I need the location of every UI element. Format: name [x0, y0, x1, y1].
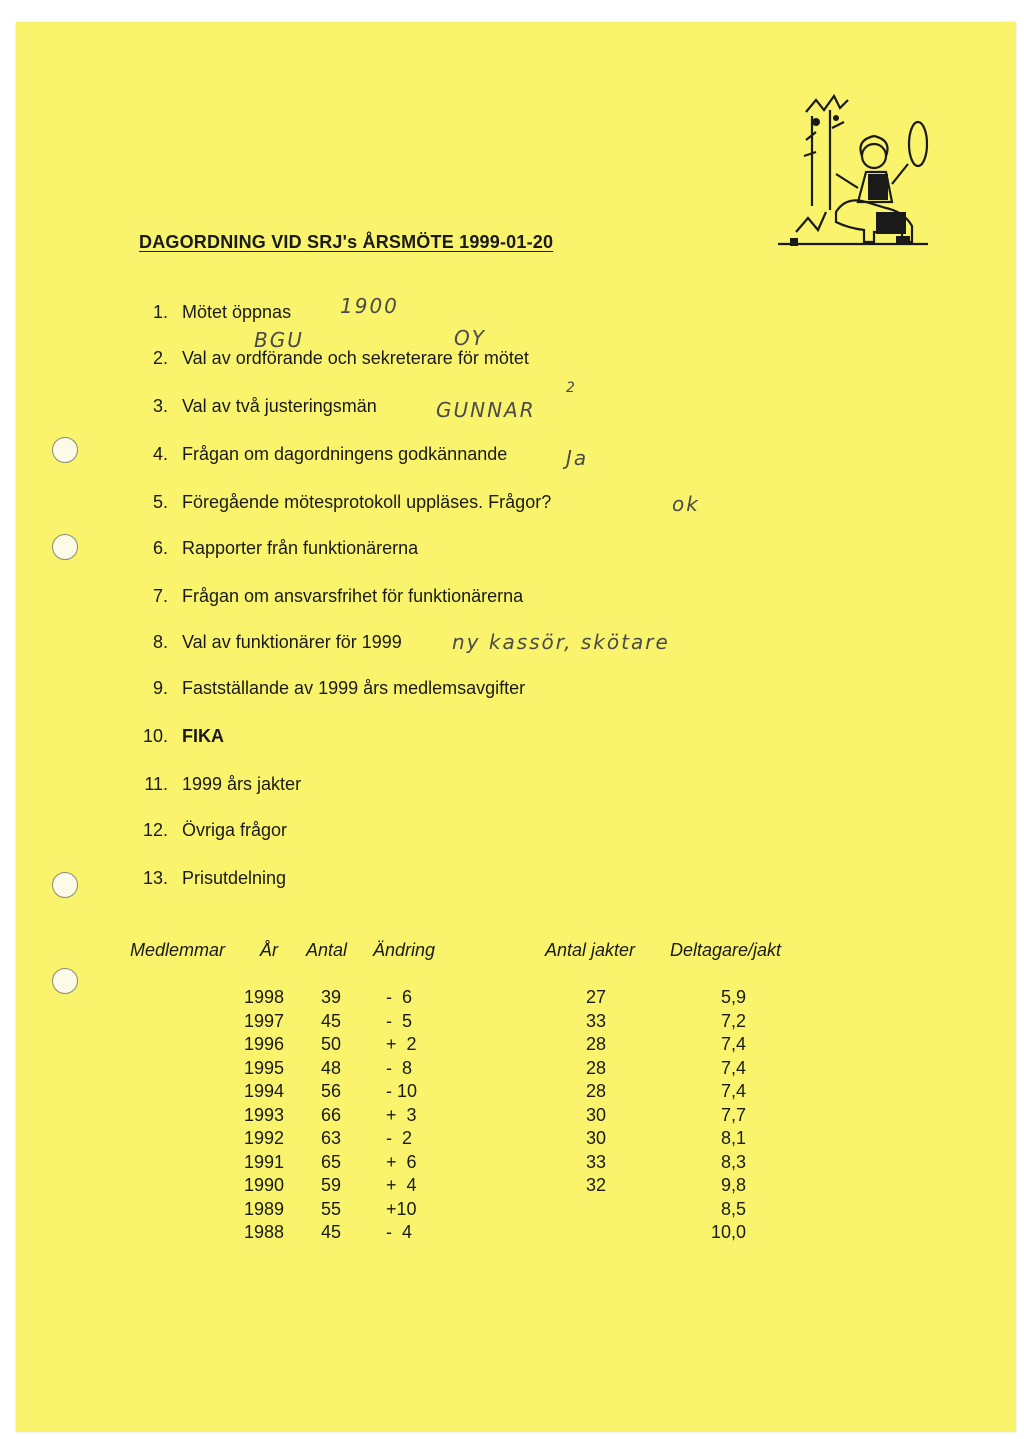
agenda-item: [124, 586, 523, 610]
cell-antal: 50: [321, 1034, 342, 1054]
page-title: DAGORDNING VID SRJ's ÅRSMÖTE 1999-01-20: [139, 232, 554, 252]
cell-antal-jakter: 33: [585, 1010, 607, 1031]
table-row: [16, 1034, 1016, 1057]
agenda-item-number: 4.: [152, 444, 168, 464]
agenda-item-text: Prisutdelning: [182, 868, 287, 888]
cell-andring: +10: [386, 1198, 417, 1219]
cell-andring: + 4: [386, 1175, 417, 1195]
table-row: [16, 1058, 1016, 1081]
cell-antal: 56: [321, 1081, 342, 1101]
agenda-item-text: Frågan om ansvarsfrihet för funktionärerna: [182, 586, 524, 606]
handwritten-note: 2: [566, 380, 577, 396]
column-header-medlemmar: Medlemmar: [130, 940, 226, 960]
cell-year: 1994: [244, 1081, 285, 1101]
cell-antal-jakter: 30: [585, 1104, 607, 1125]
cell-andring: - 10: [386, 1081, 418, 1101]
cell-deltagare: 7,4: [720, 1034, 746, 1054]
cell-deltagare: 9,8: [720, 1175, 746, 1195]
cell-year: 1995: [244, 1057, 285, 1078]
handwritten-note: Ja: [566, 446, 589, 470]
table-row: [16, 1152, 1016, 1175]
cell-antal: 39: [321, 987, 342, 1007]
handwritten-note: ny kassör, skötare: [452, 630, 670, 654]
column-header-andring: Ändring: [373, 940, 436, 960]
column-header-antal-jakter: Antal jakter: [545, 940, 636, 960]
table-row: [16, 1081, 1016, 1104]
document-sheet: [16, 22, 1016, 1432]
agenda-item-number: 13.: [142, 868, 168, 888]
column-header-deltagare: Deltagare/jakt: [670, 940, 782, 960]
punch-hole: [52, 437, 78, 463]
cell-deltagare: 7,2: [720, 1010, 746, 1031]
agenda-item: [124, 820, 287, 844]
cell-andring: - 8: [386, 1057, 413, 1078]
punch-hole: [52, 534, 78, 560]
cell-antal: 45: [321, 1010, 342, 1031]
agenda-item-text: Val av funktionärer för 1999: [182, 632, 402, 652]
agenda-item: [124, 302, 291, 326]
cell-antal: 48: [321, 1057, 342, 1078]
agenda-item: [124, 492, 551, 516]
handwritten-note: GUNNAR: [436, 398, 536, 422]
agenda-item-text: Rapporter från funktionärerna: [182, 538, 419, 558]
cell-year: 1988: [244, 1222, 285, 1242]
cell-antal-jakter: 28: [585, 1057, 607, 1078]
cell-deltagare: 7,4: [720, 1081, 746, 1101]
agenda-item-number: 7.: [152, 586, 168, 606]
table-row: [16, 1011, 1016, 1034]
cell-deltagare: 8,5: [720, 1198, 746, 1219]
agenda-item: [124, 444, 507, 468]
column-header-ar: År: [260, 940, 278, 960]
cell-year: 1991: [244, 1151, 285, 1172]
agenda-item: [124, 726, 224, 750]
cell-antal: 66: [321, 1104, 342, 1125]
cell-antal: 63: [321, 1128, 342, 1148]
cell-deltagare: 8,1: [720, 1128, 746, 1148]
agenda-item-number: 9.: [152, 678, 168, 698]
cell-antal: 59: [321, 1175, 342, 1195]
handwritten-note: OY: [454, 326, 486, 350]
table-row: [16, 1128, 1016, 1151]
cell-year: 1996: [244, 1034, 285, 1054]
cell-year: 1993: [244, 1104, 285, 1125]
agenda-item-number: 8.: [152, 632, 168, 652]
agenda-item-text: 1999 års jakter: [182, 774, 302, 794]
agenda-item-number: 6.: [152, 538, 168, 558]
agenda-item-text: Val av två justeringsmän: [182, 396, 377, 416]
agenda-item: [124, 774, 301, 798]
table-row: [16, 1199, 1016, 1222]
agenda-item-text: Mötet öppnas: [182, 302, 292, 322]
table-row: [16, 1222, 1016, 1245]
cell-year: 1998: [244, 987, 285, 1007]
cell-deltagare: 10,0: [710, 1222, 746, 1242]
cell-year: 1997: [244, 1010, 285, 1031]
agenda-item: [124, 632, 402, 656]
cell-antal: 65: [321, 1151, 342, 1172]
cell-andring: - 6: [386, 987, 413, 1007]
agenda-item-number: 5.: [152, 492, 168, 512]
agenda-item-text: Övriga frågor: [182, 820, 288, 840]
column-header-antal: Antal: [306, 940, 348, 960]
cell-deltagare: 5,9: [720, 987, 746, 1007]
table-row: [16, 1175, 1016, 1198]
cell-deltagare: 8,3: [720, 1151, 746, 1172]
cell-antal: 55: [321, 1198, 342, 1219]
handwritten-note: BGU: [254, 328, 304, 352]
cell-antal-jakter: 28: [585, 1081, 607, 1101]
agenda-item-number: 2.: [152, 348, 168, 368]
cell-andring: - 4: [386, 1222, 413, 1242]
handwritten-note: 1900: [340, 294, 399, 318]
agenda-item-number: 3.: [152, 396, 168, 416]
agenda-item-text: FIKA: [182, 726, 224, 746]
table-row: [16, 987, 1016, 1010]
cell-andring: + 6: [386, 1151, 417, 1172]
handwritten-note: ok: [672, 492, 700, 516]
punch-hole: [52, 872, 78, 898]
agenda-item-text: Föregående mötesprotokoll uppläses. Frågor?: [182, 492, 552, 512]
cell-year: 1990: [244, 1175, 285, 1195]
hunter-with-dog-icon: [776, 92, 932, 252]
cell-andring: - 5: [386, 1010, 413, 1031]
agenda-item-text: Frågan om dagordningens godkännande: [182, 444, 508, 464]
cell-antal-jakter: 28: [585, 1034, 607, 1054]
agenda-item: [124, 868, 286, 892]
cell-andring: + 2: [386, 1034, 417, 1054]
agenda-item: [124, 538, 418, 562]
agenda-item-text: Fastställande av 1999 års medlemsavgifter: [182, 678, 526, 698]
agenda-item: [124, 396, 377, 420]
cell-antal: 45: [321, 1222, 342, 1242]
cell-year: 1989: [244, 1198, 285, 1219]
agenda-item-text: Val av ordförande och sekreterare för mötet: [182, 348, 529, 368]
agenda-item: [124, 678, 525, 702]
cell-andring: + 3: [386, 1104, 417, 1125]
cell-andring: - 2: [386, 1128, 413, 1148]
agenda-item-number: 10.: [142, 726, 168, 746]
agenda-item-number: 12.: [142, 820, 168, 840]
agenda-item-number: 11.: [144, 774, 168, 794]
agenda-item: [124, 348, 529, 372]
cell-antal-jakter: 30: [585, 1128, 607, 1148]
cell-antal-jakter: 33: [585, 1151, 607, 1172]
cell-antal-jakter: 32: [585, 1175, 607, 1195]
agenda-item-number: 1.: [152, 302, 168, 322]
cell-antal-jakter: 27: [585, 987, 607, 1007]
cell-deltagare: 7,4: [720, 1057, 746, 1078]
cell-deltagare: 7,7: [720, 1104, 746, 1125]
table-row: [16, 1105, 1016, 1128]
cell-year: 1992: [244, 1128, 285, 1148]
